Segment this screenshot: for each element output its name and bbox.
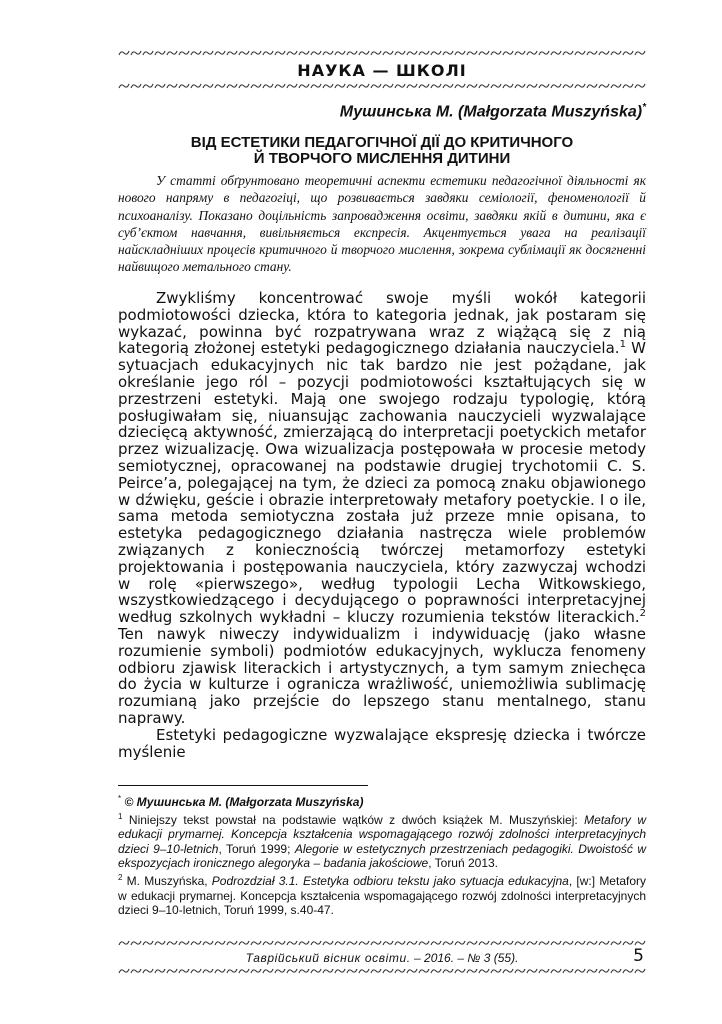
article-abstract: У статті обґрунтовано теоретичні аспекти естетики педагогічної діяльності як нового напряму в педагогіці, що розвивається завдяки семіології, феноменології й психоаналізу. Показано доцільність запровадження освіти, завдяки якій в дитини, яка є суб’єктом навчання, вивільняється експресія. Акцентується увага на реалізації найскладніших процесів критичного й творчого мислення, зокрема сублімації як досягненні найвищого метального стану. [118,173,646,275]
footnote-author [118,792,646,810]
article-title [118,135,646,167]
footer-journal-info [118,951,646,965]
ornament-border-footer-top [118,939,646,947]
footnote-2 [118,871,646,918]
footnote-1-book-title-2: Alegorie w estetycznych przestrzeniach pedagogiki. Dwoistość w ekspozycjach ironicznego alegoryka – badania jakościowe [118,841,646,871]
section-title: НАУКА — ШКОЛІ [297,61,467,80]
footnote-1-text-c: , Toruń 1999; [218,841,295,856]
paragraph-1-text-c: Ten nawyk niweczy indywidualizm i indywiduację (jako własne rozumienie symboli) podmiotów edukacyjnych, wyklucza fenomeny odbioru zjawisk literackich i artystycznych, a tym samym zniechęca do życia w kulturze i ogranicza wrażliwość, uniemożliwia sublimację rozumianą jako przejście do lepszego stanu mentalnego, stanu naprawy. [118,624,646,727]
footnote-ref-1: 1 [619,339,626,351]
footnote-2-mark: 2 [118,872,123,882]
author-name: Мушинська М. (Małgorzata Muszyńska) [339,103,643,121]
article-author [118,102,646,121]
footnote-2-text-a: M. Muszyńska, [122,873,212,888]
ornament-border-top [118,49,646,57]
footnotes [118,792,646,918]
page-number: 5 [633,946,644,966]
footer-issue: – 2016. – № 3 (55). [410,951,519,965]
footnote-1-book-title-1: Metafory w edukacji prymarnej. Koncepcja kształcenia wspomagającego rozwój zdolności interpretacyjnych dzieci 9–10-letnich [118,812,646,856]
article-title-line-2: Й ТВОРЧОГО МИСЛЕННЯ ДИТИНИ [253,150,511,167]
body-paragraph-1 [118,290,646,727]
article-title-line-1: ВІД ЕСТЕТИКИ ПЕДАГОГІЧНОЇ ДІЇ ДО КРИТИЧНОГО [190,134,574,151]
body-paragraph-2: Estetyki pedagogiczne wyzwalające ekspresję dziecka i twórcze myślenie [118,725,646,761]
footer-journal-name: Таврійський вісник освіти. [245,951,411,965]
footnote-1-text-a: Niniejszy tekst powstał na podstawie wątków z dwóch książek M. Muszyńskiej: [122,812,585,827]
footnote-star-text: © Мушинська М. (Małgorzata Muszyńska) [124,795,364,809]
footnote-1-text-e: , Toruń 2013. [428,856,499,871]
footnote-1-mark: 1 [118,811,123,821]
footnote-1 [118,810,646,871]
paragraph-1-text-b: W sytuacjach edukacyjnych nic tak bardzo nie jest pożądane, jak określanie jego ról – pozycji podmiotowości kształtujących się w przestrzeni estetyki. Mają one swojego rodzaju typologię, którą posługiwałam się, niuansując zachowania nauczycieli wyzwalające dziecięcą aktywność, zmierzającą do interpretacji poetyckich metafor przez wizualizację. Owa wizualizacja postępowała w procesie metody semiotycznej, opracowanej na podstawie drugiej trychotomii C. S. Peirce’a, polegającej na tym, że dzieci za pomocą znaku objawionego w dźwięku, geście i obrazie interpretowały metafory poetyckie. I o ile, sama metoda semiotyczna została już przeze mnie opisana, to estetyka pedagogicznego działania nastręcza wiele problemów związanych z koniecznością twórczej metamorfozy estetyki projektowania i postępowania nauczyciela, który zazwyczaj wchodzi w rolę «pierwszego», według typologii Lecha Witkowskiego, wszystkowiedzącego i decydującego o poprawności interpretacyjnej według szkolnych wykładni – kluczy rozumienia tekstów literackich. [118,339,646,627]
footnote-star-mark: * [118,794,122,803]
author-footnote-mark: * [642,102,646,113]
footnote-separator [118,785,368,786]
paragraph-1-text-a: Zwykliśmy koncentrować swoje myśli wokół kategorii podmiotowości dziecka, która to kategoria jednak, jak postaram się wykazać, powinna być rozpatrywana wraz z wiążącą się z nią kategorią złożonej estetyki pedagogicznego działania nauczyciela. [118,289,646,358]
footnote-2-text-c: , [w:] Metafory w edukacji prymarnej. Koncepcja kształcenia wspomagającego rozwój zdolności interpretacyjnych dzieci 9–10-letnich, Toruń 1999, s.40-47. [118,873,646,918]
ornament-border-under-title [118,82,646,90]
article-body [118,290,646,760]
footnote-2-chapter-title: Podrozdział 3.1. Estetyka odbioru tekstu jako sytuacja edukacyjna [211,873,569,888]
ornament-border-footer-bottom [118,967,646,975]
footnote-ref-2: 2 [639,608,646,620]
